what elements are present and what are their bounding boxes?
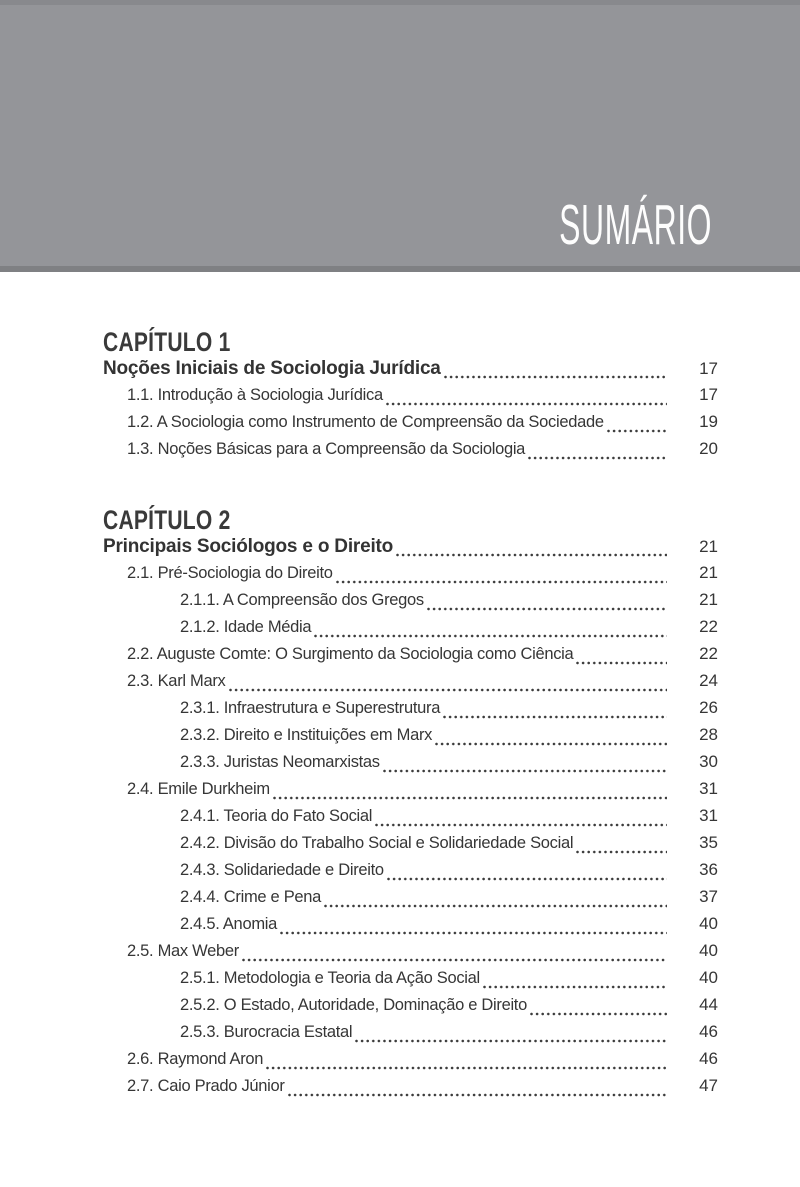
entry-label: 2.4.4. Crime e Pena: [180, 888, 322, 906]
page-number: 36: [699, 860, 718, 879]
toc-entry-row: [103, 563, 718, 590]
page-number: 20: [699, 439, 718, 458]
chapter-title-row: [103, 358, 718, 385]
entry-label: Noções Iniciais de Sociologia Jurídica: [103, 358, 441, 379]
toc-entry-row: [103, 914, 718, 941]
dot-leader: [375, 823, 667, 827]
toc-entry-row: [103, 698, 718, 725]
dot-leader: [288, 1093, 667, 1097]
chapter-block: [103, 328, 718, 466]
page-number: 24: [699, 671, 718, 690]
toc-entry-row: [103, 752, 718, 779]
toc-entry-row: [103, 590, 718, 617]
toc-entry-row: [103, 412, 718, 439]
dot-leader: [483, 985, 667, 989]
dot-leader: [443, 715, 667, 719]
dot-leader: [336, 580, 667, 584]
entry-label: 2.5. Max Weber: [127, 942, 239, 960]
entry-label: 2.3.3. Juristas Neomarxistas: [180, 753, 380, 771]
dot-leader: [607, 429, 667, 433]
entry-label: 1.1. Introdução à Sociologia Jurídica: [127, 386, 383, 404]
entry-label: 2.7. Caio Prado Júnior: [127, 1077, 285, 1095]
page-number: 46: [699, 1022, 718, 1041]
page-number: 21: [699, 590, 718, 609]
chapter-heading: CAPÍTULO 2: [103, 505, 231, 535]
page-number: 28: [699, 725, 718, 744]
dot-leader: [314, 634, 667, 638]
entry-label: 2.6. Raymond Aron: [127, 1050, 264, 1068]
entry-label: 2.4.1. Teoria do Fato Social: [180, 807, 373, 825]
chapter-title-row: [103, 536, 718, 563]
entry-label: 2.5.1. Metodologia e Teoria da Ação Social: [180, 969, 480, 987]
toc-entry-row: [103, 941, 718, 968]
toc-entry-row: [103, 1076, 718, 1103]
page-number: 47: [699, 1076, 718, 1095]
entry-label: 2.1.1. A Compreensão dos Gregos: [180, 591, 424, 609]
page-number: 44: [699, 995, 718, 1014]
entry-label: 2.4. Emile Durkheim: [127, 780, 270, 798]
page-number: 31: [699, 779, 718, 798]
page-number: 40: [699, 941, 718, 960]
entry-label: 2.4.5. Anomia: [180, 915, 278, 933]
page-number: 26: [699, 698, 718, 717]
toc-entry-row: [103, 1049, 718, 1076]
toc-entry-row: [103, 439, 718, 466]
toc-entry-row: [103, 833, 718, 860]
toc-entry-row: [103, 644, 718, 671]
entry-label: 2.1. Pré-Sociologia do Direito: [127, 564, 333, 582]
entry-label: 2.2. Auguste Comte: O Surgimento da Sociologia como Ciência: [127, 645, 574, 663]
dot-leader: [355, 1039, 667, 1043]
dot-leader: [530, 1012, 667, 1016]
toc-entry-row: [103, 1022, 718, 1049]
page-title: SUMÁRIO: [559, 193, 712, 257]
dot-leader: [383, 769, 667, 773]
toc-entry-row: [103, 385, 718, 412]
dot-leader: [576, 850, 667, 854]
toc-entry-row: [103, 968, 718, 995]
entry-label: 2.3.2. Direito e Instituições em Marx: [180, 726, 433, 744]
entry-label: 2.5.3. Burocracia Estatal: [180, 1023, 353, 1041]
page-number: 22: [699, 617, 718, 636]
entry-label: Principais Sociólogos e o Direito: [103, 536, 394, 557]
dot-leader: [528, 456, 667, 460]
dot-leader: [280, 931, 667, 935]
toc-entry-row: [103, 671, 718, 698]
toc-entry-row: [103, 887, 718, 914]
toc-entry-row: [103, 725, 718, 752]
page-number: 22: [699, 644, 718, 663]
dot-leader: [444, 375, 667, 379]
entry-label: 2.4.3. Solidariedade e Direito: [180, 861, 384, 879]
dot-leader: [427, 607, 667, 611]
entry-label: 2.1.2. Idade Média: [180, 618, 312, 636]
header-band: [0, 0, 800, 272]
page-number: 17: [699, 359, 718, 378]
dot-leader: [324, 904, 667, 908]
dot-leader: [386, 402, 667, 406]
entry-label: 2.4.2. Divisão do Trabalho Social e Solidariedade Social: [180, 834, 574, 852]
entry-label: 1.3. Noções Básicas para a Compreensão da Sociologia: [127, 440, 526, 458]
toc-entry-row: [103, 995, 718, 1022]
entry-label: 2.3. Karl Marx: [127, 672, 226, 690]
page-number: 21: [699, 563, 718, 582]
page-number: 37: [699, 887, 718, 906]
page-number: 35: [699, 833, 718, 852]
chapter-heading: CAPÍTULO 1: [103, 327, 231, 357]
page-number: 46: [699, 1049, 718, 1068]
page-number: 19: [699, 412, 718, 431]
table-of-contents: [0, 272, 800, 1103]
chapter-block: [103, 506, 718, 1103]
dot-leader: [229, 688, 668, 692]
page-number: 30: [699, 752, 718, 771]
page-number: 21: [699, 537, 718, 556]
page-number: 17: [699, 385, 718, 404]
dot-leader: [242, 958, 667, 962]
entry-label: 2.3.1. Infraestrutura e Superestrutura: [180, 699, 441, 717]
dot-leader: [396, 553, 667, 557]
page-number: 40: [699, 968, 718, 987]
toc-entry-row: [103, 860, 718, 887]
toc-entry-row: [103, 779, 718, 806]
entry-label: 2.5.2. O Estado, Autoridade, Dominação e Direito: [180, 996, 527, 1014]
dot-leader: [435, 742, 667, 746]
page-number: 40: [699, 914, 718, 933]
dot-leader: [576, 661, 667, 665]
dot-leader: [266, 1066, 667, 1070]
page-number: 31: [699, 806, 718, 825]
dot-leader: [387, 877, 667, 881]
toc-entry-row: [103, 617, 718, 644]
dot-leader: [273, 796, 667, 800]
entry-label: 1.2. A Sociologia como Instrumento de Compreensão da Sociedade: [127, 413, 604, 431]
toc-entry-row: [103, 806, 718, 833]
